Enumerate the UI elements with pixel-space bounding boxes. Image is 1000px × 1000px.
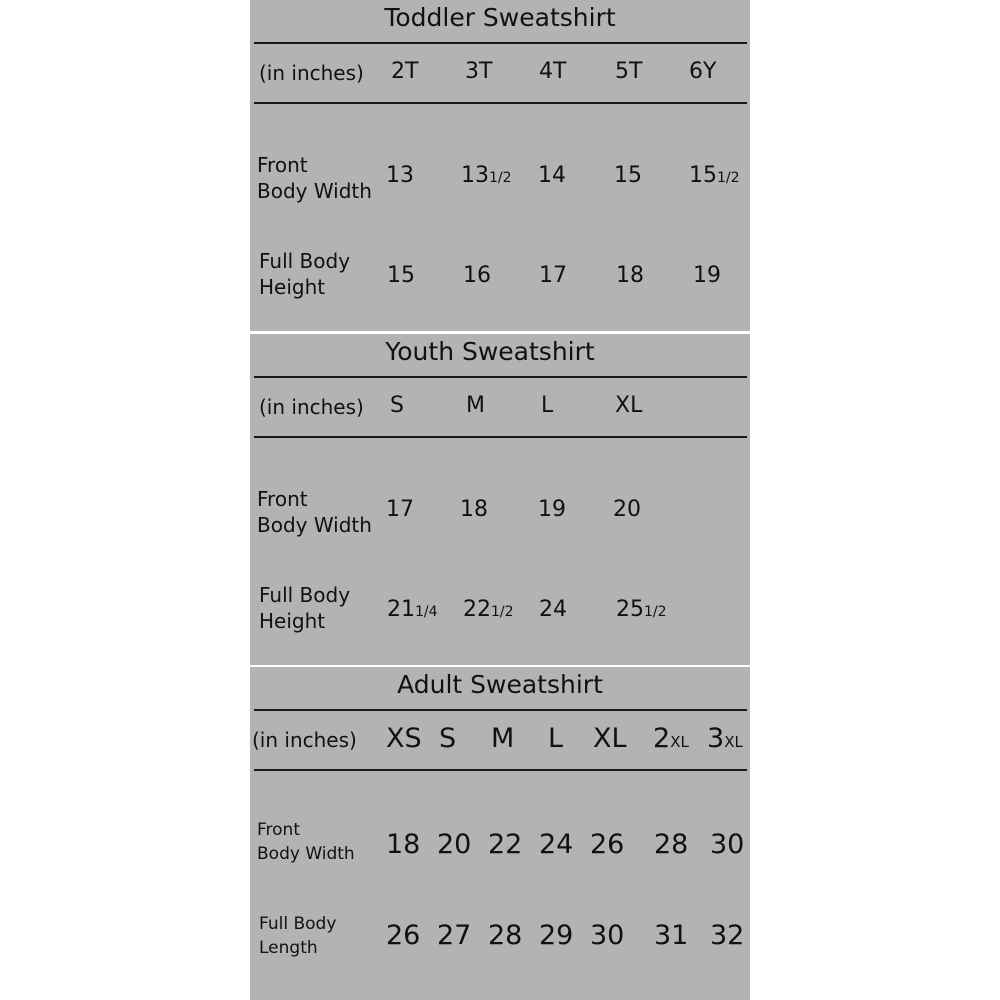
- value-cell: 30: [590, 920, 625, 951]
- value-cell: 18: [616, 263, 644, 288]
- row-label: Full Body Height: [259, 583, 351, 633]
- row-label: Front Body Width: [257, 820, 355, 864]
- row-label: Front Body Width: [257, 487, 372, 537]
- toddler-size-table: [250, 0, 750, 331]
- divider: [254, 436, 747, 438]
- size-header-5t: 5T: [615, 59, 643, 84]
- value-cell: 17: [386, 497, 414, 522]
- size-header-3xl: 3XL: [707, 723, 743, 754]
- table-title: Youth Sweatshirt: [385, 337, 595, 366]
- value-cell: 19: [693, 263, 721, 288]
- row-label: Full Body Height: [259, 249, 351, 299]
- value-cell: 30: [710, 829, 745, 860]
- value-cell: 18: [460, 497, 488, 522]
- divider: [254, 709, 747, 711]
- size-header-xl: XL: [615, 393, 643, 418]
- value-cell: 211/4: [387, 597, 438, 622]
- size-header-m: M: [491, 723, 515, 754]
- value-cell: 13: [386, 163, 414, 188]
- row-label: Front Body Width: [257, 153, 372, 203]
- value-cell: 20: [437, 829, 472, 860]
- size-header-xl: XL: [593, 723, 627, 754]
- value-cell: 17: [539, 263, 567, 288]
- size-header-3t: 3T: [465, 59, 493, 84]
- size-header-2xl: 2XL: [653, 723, 689, 754]
- size-header-s: S: [439, 723, 457, 754]
- value-cell: 18: [386, 829, 421, 860]
- value-cell: 28: [488, 920, 523, 951]
- value-cell: 32: [710, 920, 745, 951]
- size-header-l: L: [548, 723, 564, 754]
- divider: [254, 102, 747, 104]
- row-label: Full Body Length: [259, 914, 337, 958]
- value-cell: 26: [386, 920, 421, 951]
- value-cell: 19: [538, 497, 566, 522]
- value-cell: 26: [590, 829, 625, 860]
- divider: [254, 42, 747, 44]
- value-cell: 15: [614, 163, 642, 188]
- unit-label: (in inches): [252, 728, 357, 752]
- value-cell: 27: [437, 920, 472, 951]
- youth-size-table: [250, 334, 750, 665]
- value-cell: 20: [613, 497, 641, 522]
- value-cell: 151/2: [689, 163, 740, 188]
- size-header-6y: 6Y: [689, 59, 717, 84]
- divider: [254, 769, 747, 771]
- value-cell: 29: [539, 920, 574, 951]
- value-cell: 14: [538, 163, 566, 188]
- table-title: Toddler Sweatshirt: [384, 3, 616, 32]
- size-header-xs: XS: [386, 723, 422, 754]
- value-cell: 251/2: [616, 597, 667, 622]
- size-header-m: M: [466, 393, 485, 418]
- divider: [254, 376, 747, 378]
- value-cell: 131/2: [461, 163, 512, 188]
- value-cell: 22: [488, 829, 523, 860]
- value-cell: 31: [654, 920, 689, 951]
- size-header-2t: 2T: [391, 59, 419, 84]
- value-cell: 221/2: [463, 597, 514, 622]
- value-cell: 15: [387, 263, 415, 288]
- adult-size-table: [250, 667, 750, 1000]
- size-header-l: L: [541, 393, 554, 418]
- unit-label: (in inches): [259, 395, 364, 419]
- value-cell: 28: [654, 829, 689, 860]
- unit-label: (in inches): [259, 61, 364, 85]
- table-title: Adult Sweatshirt: [397, 670, 603, 699]
- size-header-4t: 4T: [539, 59, 567, 84]
- size-header-s: S: [390, 393, 404, 418]
- value-cell: 16: [463, 263, 491, 288]
- value-cell: 24: [539, 829, 574, 860]
- value-cell: 24: [539, 597, 567, 622]
